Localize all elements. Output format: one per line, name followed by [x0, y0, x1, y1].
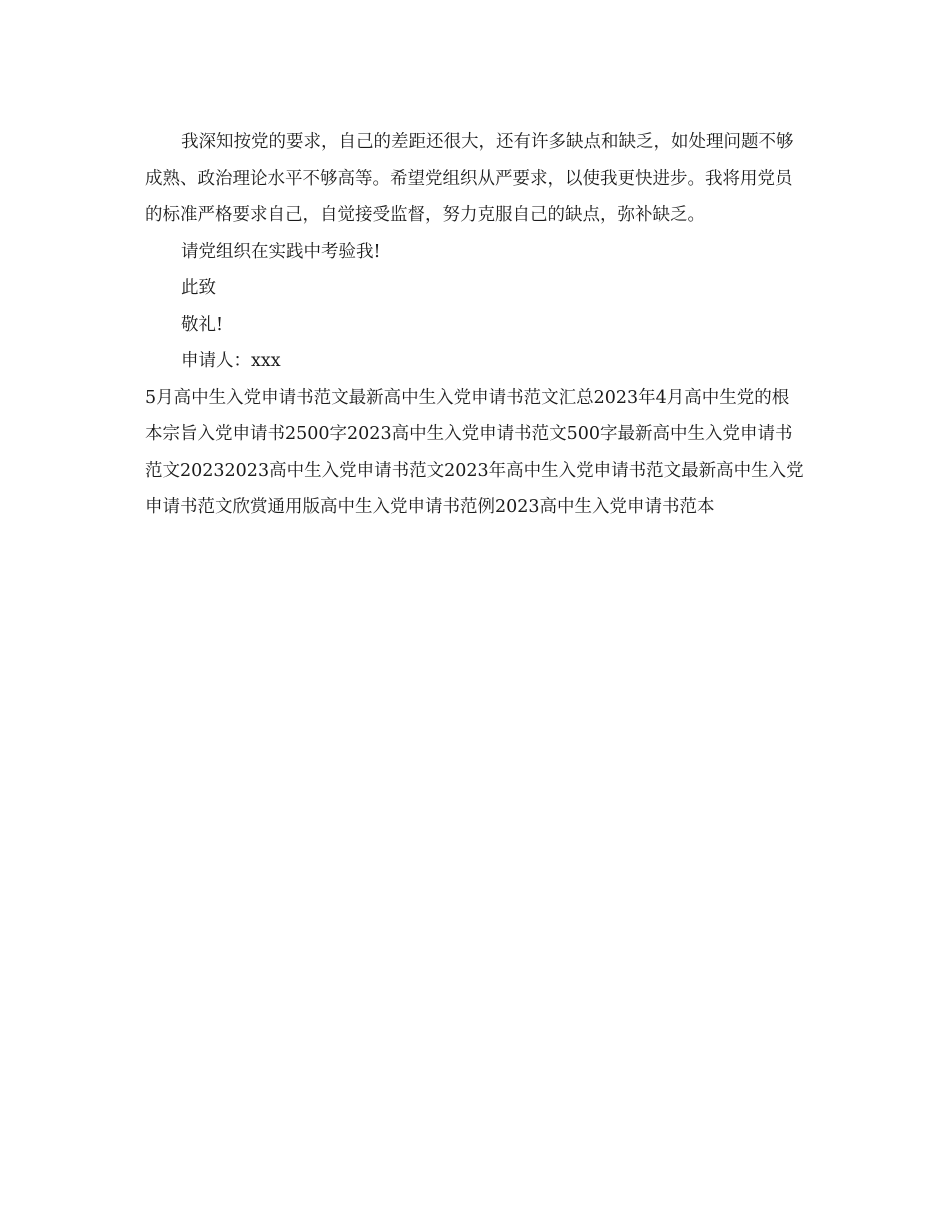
applicant-signature: 申请人：xxx [181, 351, 281, 371]
salutation-line: 此致 [181, 278, 216, 298]
body-paragraph: 我深知按党的要求，自己的差距还很大，还有许多缺点和缺乏，如处理问题不够成熟、政治理论水平不够高等。希望党组织从严要求，以使我更快进步。我将用党员的标准严格要求自己，自觉接受监督，努力克服自己的缺点，弥补缺乏。 [145, 132, 794, 225]
request-line: 请党组织在实践中考验我! [181, 241, 381, 262]
closing-line: 敬礼! [181, 314, 224, 335]
document-body [145, 124, 805, 526]
related-links-text: 5月高中生入党申请书范文最新高中生入党申请书范文汇总2023年4月高中生党的根本宗旨入党申请书2500字2023高中生入党申请书范文500字最新高中生入党申请书范文20232023高中生入党申请书范文2023年高中生入党申请书范文最新高中生入党申请书范文欣赏通用版高中生入党申请书范例2023高中生入党申请书范本 [145, 387, 804, 517]
